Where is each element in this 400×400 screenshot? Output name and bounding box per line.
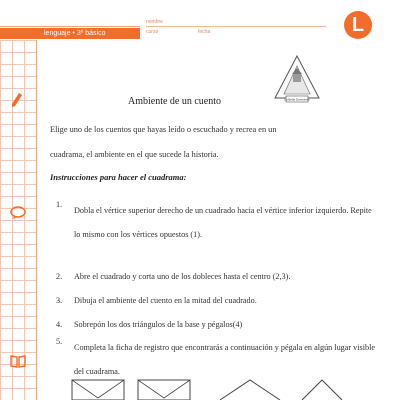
list-item (56, 199, 380, 247)
book-icon (10, 354, 26, 368)
step-text: Dobla el vértice superior derecho de un cuadrado hacia el vértice inferior izquierdo. Repite lo mismo con los vértices opuestos (1). (74, 206, 372, 239)
step-text: Sobrepón los dos triángulos de la base y pégalos(4) (74, 320, 243, 329)
step-number: 3. (56, 296, 63, 305)
header-rule (0, 26, 140, 27)
pencil-icon (10, 92, 24, 108)
header (0, 0, 400, 40)
diagram-step-3 (220, 380, 280, 400)
step-number: 2. (56, 272, 63, 281)
diagram-step-4 (302, 380, 342, 400)
list-item (56, 271, 380, 282)
subject-label: lenguaje (44, 30, 71, 37)
course-date-row (146, 26, 326, 36)
subject-bar: lenguaje • 3º básico (0, 28, 140, 39)
intro-line-1: Elige uno de los cuentos que hayas leído o escuchado y recrea en un (50, 125, 277, 134)
level-label: 3º básico (76, 30, 106, 37)
list-item (56, 336, 380, 384)
document-title: Ambiente de un cuento (128, 96, 222, 107)
step-text: Completa la ficha de registro que encontrarás a continuación y pégala en algún lugar visible del cuadrama. (74, 343, 376, 376)
step-number: 5. (56, 337, 63, 346)
folding-diagrams (70, 378, 370, 400)
instructions-list (56, 200, 380, 384)
subject-badge: L (344, 11, 372, 39)
instructions-heading: Instrucciones para hacer el cuadrama: (50, 172, 187, 182)
step-number: 4. (56, 320, 63, 329)
course-field-label: curso (146, 29, 159, 35)
speech-bubble-icon (10, 206, 26, 220)
name-field-label: nombre (146, 19, 163, 25)
diagram-step-1 (72, 380, 124, 400)
step-number: 1. (56, 200, 63, 209)
list-item (56, 319, 380, 330)
illustration-caption: La Bella Durmiente (284, 97, 310, 102)
step-text: Dibuja el ambiente del cuento en la mitad del cuadrado. (74, 296, 257, 305)
student-fields (140, 16, 330, 40)
step-text: Abre el cuadrado y corta uno de los dobleces hasta el centro (2,3). (74, 272, 291, 281)
margin-line (36, 40, 37, 400)
intro-line-2: cuadrama, el ambiente en el que sucede la historia. (50, 150, 219, 159)
diagram-step-2 (138, 380, 190, 400)
list-item (56, 295, 380, 306)
date-field-label: fecha (198, 29, 211, 35)
